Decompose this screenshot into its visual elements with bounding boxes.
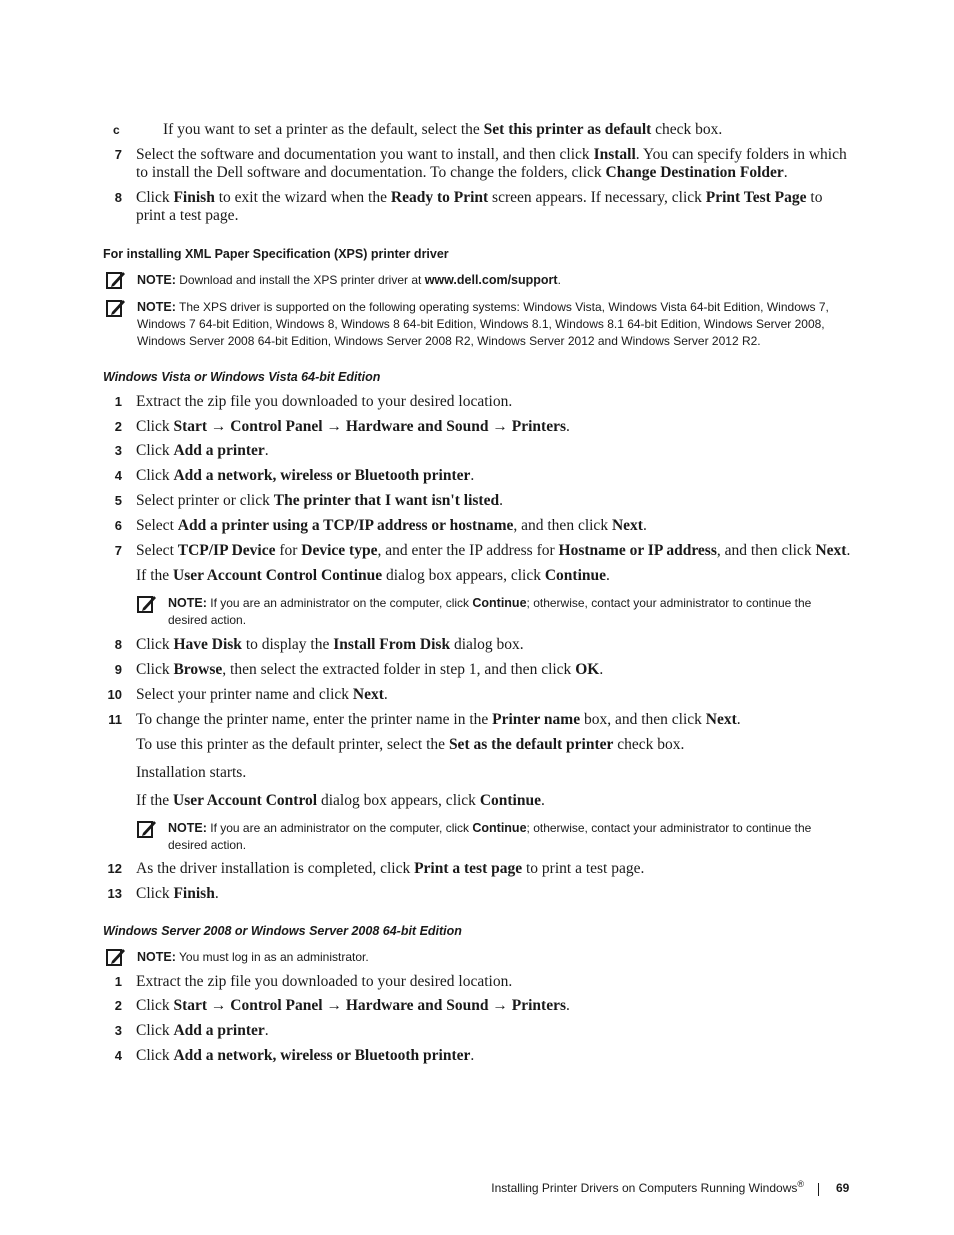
- emphasis-text: Change Destination Folder: [605, 164, 784, 181]
- step-text: [136, 686, 851, 704]
- plain-text: .: [470, 1047, 475, 1064]
- plain-text: .: [499, 492, 503, 509]
- emphasis-text: Have Disk: [173, 636, 242, 653]
- plain-text: Extract the zip file you downloaded to your desired location.: [136, 973, 513, 990]
- section-heading-vista: Windows Vista or Windows Vista 64-bit Edition: [103, 370, 381, 384]
- plain-text: to display the: [241, 636, 334, 653]
- registered-mark: ®: [797, 1179, 804, 1189]
- step-number: 1: [114, 394, 122, 409]
- emphasis-text: Hostname or IP address: [558, 542, 717, 559]
- note-icon: [106, 947, 126, 967]
- plain-text: , and enter the IP address for: [377, 542, 559, 559]
- step-number: 7: [114, 147, 122, 162]
- emphasis-text: Ready to Print: [390, 189, 489, 206]
- note-xps-download: [137, 272, 851, 289]
- emphasis-text: User Account Control Continue: [173, 567, 383, 584]
- note-text: [179, 273, 561, 287]
- step-number: 13: [107, 886, 122, 901]
- plain-text: .: [214, 885, 219, 902]
- plain-text: You must log in as an administrator.: [179, 950, 369, 964]
- plain-text: .: [599, 661, 604, 678]
- emphasis-text: Start: [173, 418, 208, 435]
- plain-text: . You can specify folders in which to install the Dell software and documentation. To change the folders, click: [136, 146, 847, 181]
- step-text: [136, 1022, 851, 1040]
- plain-text: dialog box.: [450, 636, 524, 653]
- note-icon: [106, 298, 126, 318]
- plain-text: Select your printer name and click: [136, 686, 353, 703]
- plain-text: Click: [136, 885, 174, 902]
- step-number: 2: [114, 419, 122, 434]
- note-label: NOTE:: [137, 300, 176, 314]
- plain-text: →: [322, 997, 346, 1014]
- step-text: [136, 189, 851, 225]
- plain-text: As the driver installation is completed, click: [136, 860, 415, 877]
- plain-text: .: [566, 997, 570, 1014]
- plain-text: →: [207, 997, 231, 1014]
- emphasis-text: Install From Disk: [333, 636, 451, 653]
- plain-text: Installation starts.: [136, 764, 247, 781]
- note-label: NOTE:: [137, 950, 176, 964]
- emphasis-text: Add a network, wireless or Bluetooth printer: [173, 467, 471, 484]
- plain-text: .: [557, 273, 561, 287]
- step-text: [136, 393, 851, 411]
- plain-text: .: [783, 164, 788, 181]
- step-text: [136, 764, 851, 782]
- step-text: [136, 467, 851, 485]
- emphasis-text: Next: [611, 517, 643, 534]
- emphasis-text: Printer name: [492, 711, 581, 728]
- step-text: [136, 860, 851, 878]
- note-server-admin: [137, 949, 851, 966]
- plain-text: →: [488, 997, 512, 1014]
- plain-text: →: [322, 418, 346, 435]
- step-number: 11: [108, 712, 122, 727]
- plain-text: .: [383, 686, 388, 703]
- step-text: [136, 736, 851, 754]
- section-heading-xps: For installing XML Paper Specification (XPS) printer driver: [103, 247, 449, 261]
- emphasis-text: User Account Control: [173, 792, 318, 809]
- plain-text: .: [470, 467, 475, 484]
- emphasis-text: Print a test page: [414, 860, 523, 877]
- step-text: [136, 567, 851, 585]
- emphasis-text: Next: [815, 542, 847, 559]
- emphasis-text: Add a printer: [173, 442, 265, 459]
- plain-text: Click: [136, 189, 174, 206]
- plain-text: dialog box appears, click: [382, 567, 545, 584]
- plain-text: If you are an administrator on the computer, click: [210, 596, 473, 610]
- plain-text: check box.: [651, 121, 723, 138]
- plain-text: , and then click: [716, 542, 816, 559]
- note-text: [168, 596, 811, 627]
- emphasis-text: Print Test Page: [705, 189, 807, 206]
- step-number: 10: [107, 687, 122, 702]
- emphasis-text: Continue: [472, 596, 527, 610]
- emphasis-text: Set as the default printer: [448, 736, 614, 753]
- emphasis-text: Add a printer: [173, 1022, 265, 1039]
- step-text: [136, 146, 851, 182]
- plain-text: Download and install the XPS printer driver at: [179, 273, 425, 287]
- step-number: 7: [114, 543, 122, 558]
- plain-text: The XPS driver is supported on the following operating systems: Windows Vista, Windows Vista 64-bit Edition, Windows 7, Windows 7 64-bit Edition, Windows 8, Windows 8 64-bit Edition, Windows 8.1, Windows 8.1 64-bit Edition, Windows Server 2008, Windows Server 2008 64-bit Edition, Windows Server 2008 R2, Windows Server 2012 and Windows Server 2012 R2.: [137, 300, 829, 348]
- step-text: [136, 1047, 851, 1065]
- step-text: [136, 492, 851, 510]
- plain-text: .: [540, 792, 545, 809]
- plain-text: screen appears. If necessary, click: [488, 189, 706, 206]
- plain-text: Select printer or click: [136, 492, 274, 509]
- step-number: 6: [114, 518, 122, 533]
- plain-text: .: [264, 1022, 269, 1039]
- step-text: [136, 661, 851, 679]
- note-xps-os: [137, 299, 853, 350]
- emphasis-text: Next: [705, 711, 737, 728]
- emphasis-text: Printers: [511, 997, 567, 1014]
- plain-text: Click: [136, 442, 174, 459]
- emphasis-text: Next: [352, 686, 384, 703]
- step-number: 4: [114, 1048, 122, 1063]
- plain-text: If you are an administrator on the computer, click: [210, 821, 473, 835]
- note-label: NOTE:: [137, 273, 176, 287]
- step-text: [163, 121, 853, 139]
- plain-text: Select the software and documentation you want to install, and then click: [136, 146, 594, 163]
- emphasis-text: Add a printer using a TCP/IP address or hostname: [177, 517, 514, 534]
- plain-text: Select: [136, 542, 178, 559]
- plain-text: Click: [136, 997, 174, 1014]
- plain-text: To use this printer as the default printer, select the: [136, 736, 449, 753]
- plain-text: Click: [136, 467, 174, 484]
- plain-text: To change the printer name, enter the printer name in the: [136, 711, 493, 728]
- page-number: 69: [836, 1181, 850, 1195]
- step-text: [136, 711, 851, 729]
- emphasis-text: Continue: [544, 567, 606, 584]
- emphasis-text: Continue: [472, 821, 527, 835]
- step-number: 5: [114, 493, 122, 508]
- note-icon: [137, 819, 157, 839]
- plain-text: →: [207, 418, 231, 435]
- plain-text: , and then click: [513, 517, 612, 534]
- plain-text: dialog box appears, click: [317, 792, 480, 809]
- footer-text: Installing Printer Drivers on Computers Running Windows: [491, 1181, 798, 1195]
- step-number: 9: [114, 662, 122, 677]
- emphasis-text: Hardware and Sound: [345, 997, 489, 1014]
- plain-text: If the: [136, 792, 174, 809]
- step-text: [136, 885, 851, 903]
- step-number: 8: [114, 637, 122, 652]
- step-number: 3: [114, 443, 122, 458]
- step-text: [136, 442, 851, 460]
- note-admin-2: [168, 820, 851, 854]
- plain-text: .: [606, 567, 610, 584]
- note-text: [179, 950, 369, 964]
- plain-text: , then select the extracted folder in step 1, and then click: [222, 661, 576, 678]
- plain-text: Click: [136, 418, 174, 435]
- note-text: [168, 821, 811, 852]
- emphasis-text: Continue: [479, 792, 541, 809]
- step-text: [136, 997, 851, 1015]
- note-text: [137, 300, 829, 348]
- step-text: [136, 418, 851, 436]
- emphasis-text: Printers: [511, 418, 567, 435]
- plain-text: for: [275, 542, 302, 559]
- step-number: c: [113, 123, 120, 137]
- step-text: [136, 792, 851, 810]
- step-number: 3: [114, 1023, 122, 1038]
- note-admin-1: [168, 595, 851, 629]
- plain-text: Click: [136, 636, 174, 653]
- plain-text: to print a test page.: [522, 860, 645, 877]
- plain-text: Click: [136, 661, 174, 678]
- emphasis-text: www.dell.com/support: [424, 273, 558, 287]
- plain-text: Extract the zip file you downloaded to your desired location.: [136, 393, 513, 410]
- step-number: 8: [114, 190, 122, 205]
- emphasis-text: Start: [173, 997, 208, 1014]
- plain-text: →: [488, 418, 512, 435]
- note-label: NOTE:: [168, 821, 207, 835]
- plain-text: .: [264, 442, 269, 459]
- plain-text: to print a test page.: [136, 189, 823, 224]
- footer-separator: [818, 1183, 819, 1196]
- note-icon: [106, 270, 126, 290]
- note-label: NOTE:: [168, 596, 207, 610]
- step-number: 1: [114, 974, 122, 989]
- emphasis-text: The printer that I want isn't listed: [273, 492, 500, 509]
- step-number: 4: [114, 468, 122, 483]
- step-number: 12: [107, 861, 122, 876]
- plain-text: to exit the wizard when the: [214, 189, 391, 206]
- emphasis-text: Device type: [301, 542, 378, 559]
- emphasis-text: Finish: [173, 189, 215, 206]
- plain-text: Click: [136, 1022, 174, 1039]
- plain-text: check box.: [613, 736, 685, 753]
- emphasis-text: Add a network, wireless or Bluetooth printer: [173, 1047, 471, 1064]
- section-heading-server: Windows Server 2008 or Windows Server 2008 64-bit Edition: [103, 924, 462, 938]
- step-text: [136, 636, 851, 654]
- plain-text: box, and then click: [580, 711, 706, 728]
- plain-text: Click: [136, 1047, 174, 1064]
- plain-text: .: [642, 517, 647, 534]
- plain-text: .: [736, 711, 741, 728]
- plain-text: ; otherwise, contact your administrator to continue the desired action.: [168, 596, 812, 627]
- page-footer-title: [491, 1180, 804, 1196]
- emphasis-text: Set this printer as default: [483, 121, 652, 138]
- plain-text: If the: [136, 567, 174, 584]
- note-icon: [137, 594, 157, 614]
- step-text: [136, 542, 851, 560]
- step-text: [136, 517, 851, 535]
- step-text: [136, 973, 851, 991]
- plain-text: .: [846, 542, 851, 559]
- plain-text: If you want to set a printer as the default, select the: [163, 121, 484, 138]
- emphasis-text: Control Panel: [230, 997, 323, 1014]
- plain-text: .: [566, 418, 570, 435]
- emphasis-text: Install: [593, 146, 636, 163]
- plain-text: ; otherwise, contact your administrator to continue the desired action.: [168, 821, 812, 852]
- emphasis-text: Finish: [173, 885, 215, 902]
- emphasis-text: Hardware and Sound: [345, 418, 489, 435]
- emphasis-text: OK: [575, 661, 600, 678]
- plain-text: Select: [136, 517, 178, 534]
- emphasis-text: TCP/IP Device: [177, 542, 276, 559]
- emphasis-text: Browse: [173, 661, 223, 678]
- emphasis-text: Control Panel: [230, 418, 323, 435]
- step-number: 2: [114, 998, 122, 1013]
